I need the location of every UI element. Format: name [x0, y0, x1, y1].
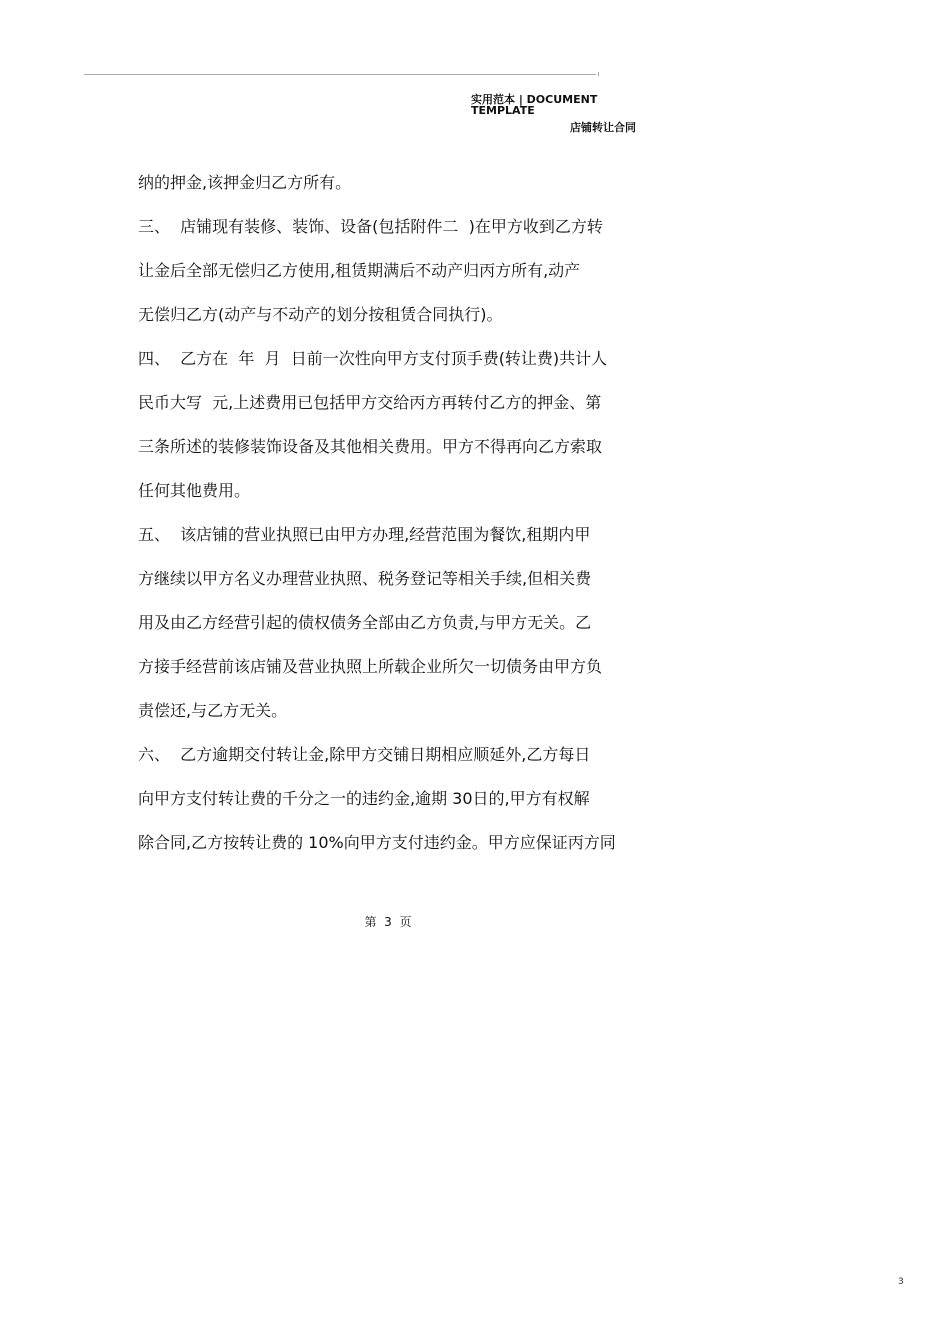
body-line: 责偿还,与乙方无关。 [138, 701, 288, 720]
body-line: 方接手经营前该店铺及营业执照上所载企业所欠一切债务由甲方负 [138, 657, 603, 676]
body-line: 民币大写 元,上述费用已包括甲方交给丙方再转付乙方的押金、第 [138, 393, 602, 412]
body-line: 四、 乙方在 年 月 日前一次性向甲方支付顶手费(转让费)共计人 [138, 349, 608, 368]
header-brand: 实用范本 | DOCUMENT TEMPLATE [471, 93, 598, 117]
header-divider [84, 74, 596, 75]
body-line: 无偿归乙方(动产与不动产的划分按租赁合同执行)。 [138, 305, 503, 324]
body-line: 用及由乙方经营引起的债权债务全部由乙方负责,与甲方无关。乙 [138, 613, 592, 632]
body-line: 让金后全部无偿归乙方使用,租赁期满后不动产归丙方所有,动产 [138, 261, 581, 280]
body-line: 三、 店铺现有装修、装饰、设备(包括附件二 )在甲方收到乙方转 [138, 217, 603, 236]
body-line: 六、 乙方逾期交付转让金,除甲方交铺日期相应顺延外,乙方每日 [138, 745, 591, 764]
page-number: 第 3 页 [364, 915, 412, 929]
body-line: 纳的押金,该押金归乙方所有。 [138, 173, 352, 192]
contract-body [138, 161, 643, 865]
document-title: 店铺转让合同 [570, 121, 636, 134]
body-line: 方继续以甲方名义办理营业执照、税务登记等相关手续,但相关费 [138, 569, 592, 588]
body-line: 向甲方支付转让费的千分之一的违约金,逾期 30日的,甲方有权解 [138, 789, 590, 808]
corner-page-number: 3 [898, 1277, 904, 1287]
body-line: 除合同,乙方按转让费的 10%向甲方支付违约金。甲方应保证丙方同 [138, 833, 616, 852]
body-line: 五、 该店铺的营业执照已由甲方办理,经营范围为餐饮,租期内甲 [138, 525, 591, 544]
body-line: 三条所述的装修装饰设备及其他相关费用。甲方不得再向乙方索取 [138, 437, 603, 456]
header-divider-end [594, 72, 599, 76]
body-line: 任何其他费用。 [138, 481, 251, 500]
